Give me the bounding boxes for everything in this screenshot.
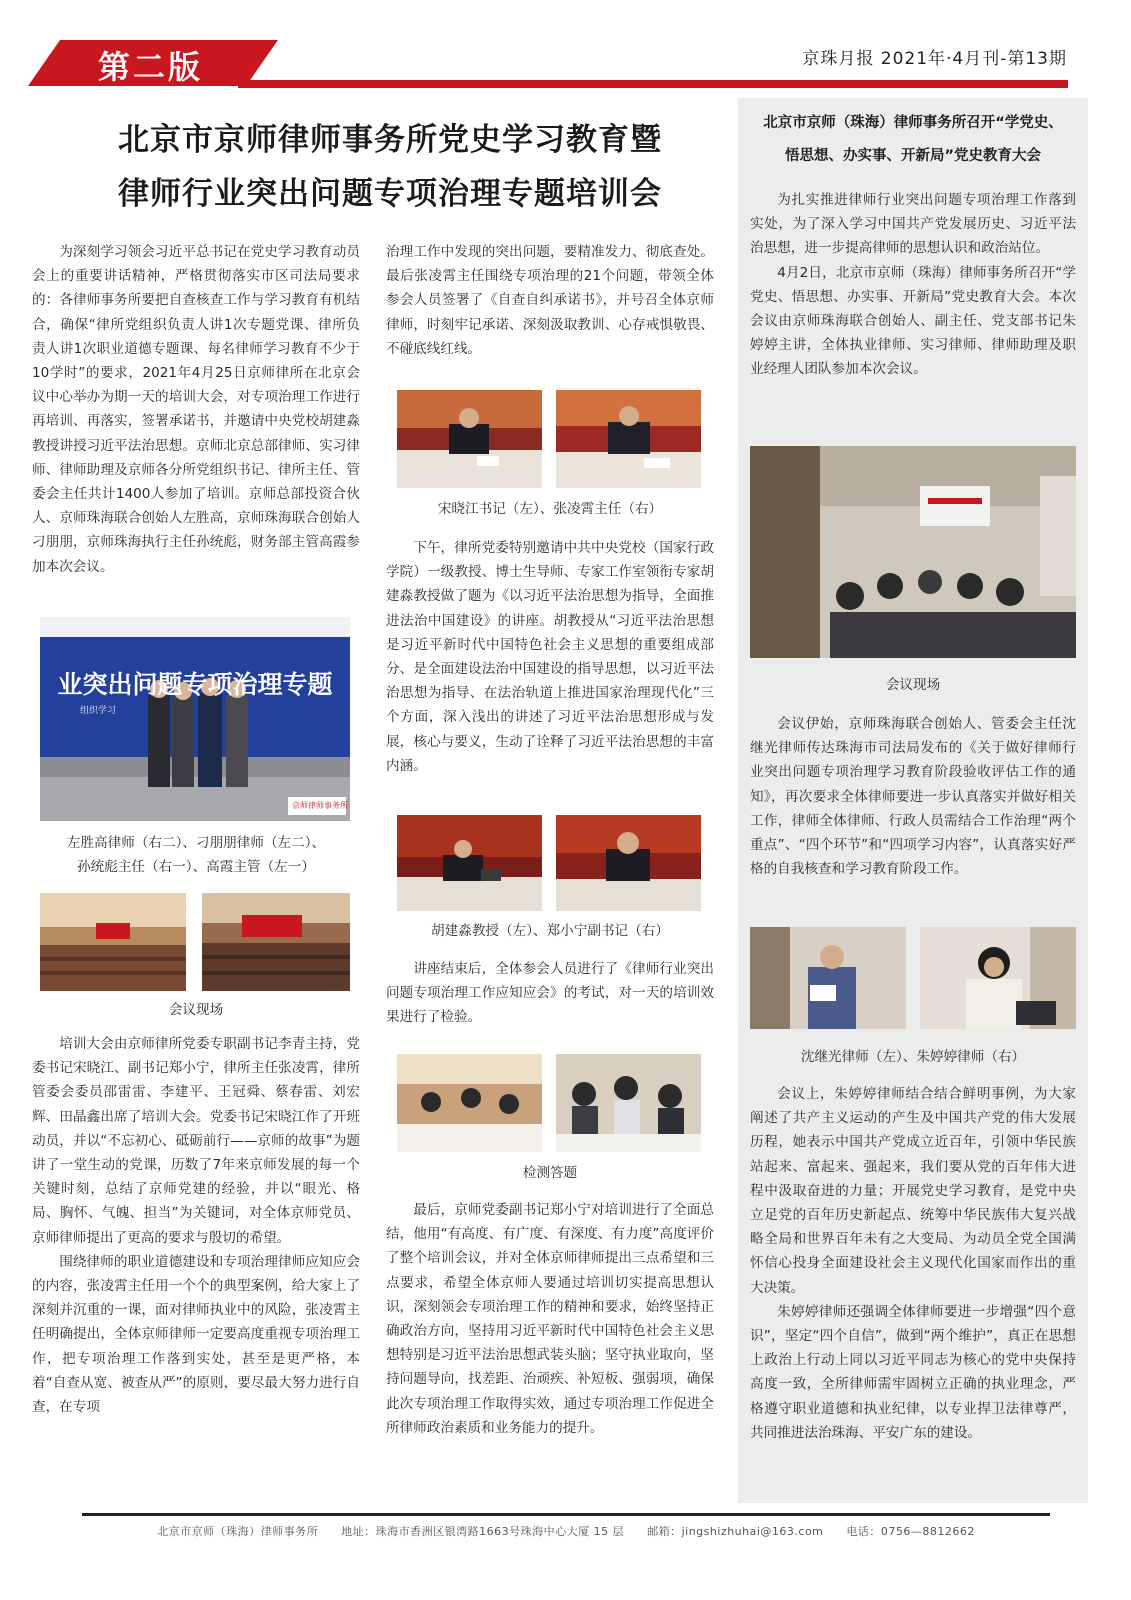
column-1-top bbox=[32, 240, 360, 579]
sidebar-text-middle bbox=[750, 712, 1076, 881]
article-paragraph: 培训大会由京师律所党委专职副书记李青主持，党委书记宋晓江、副书记郑小宁，律所主任张凌霄，律所管委会委员邵雷雷、李建平、王冠舜、蔡春雷、刘宏辉、田晶鑫出席了培训大会。党委书记宋晓江作了开班动员，并以“不忘初心、砥砺前行——京师的故事”为题讲了一堂生动的党课，历数了7年来京师发展的每一个关键时刻，总结了京师党建的经验，并以“眼光、格局、胸怀、气魄、担当”为关键词，对全体京师党员、京师律师提出了更高的要求与殷切的希望。 bbox=[32, 1036, 360, 1246]
photo-caption: 检测答题 bbox=[522, 1165, 578, 1181]
column-2-exam bbox=[386, 957, 714, 1030]
column-2-middle bbox=[386, 536, 714, 778]
header-rule bbox=[238, 80, 1068, 88]
photo-logo-text: 京师律师事务所 bbox=[292, 801, 348, 810]
speaker-photo-song bbox=[397, 390, 542, 488]
hall-photo-right bbox=[202, 893, 350, 991]
exam-photo-left bbox=[397, 1054, 542, 1152]
article-paragraph: 治理工作中发现的突出问题，要精准发力、彻底查处。最后张凌霄主任围绕专项治理的21个问题，带领全体参会人员签署了《自查自纠承诺书》，并号召全体京师律师，时刻牢记承诺、深刻汲取教训、心存戒惧敬畏、不碰底线红线。 bbox=[386, 244, 714, 357]
photo-caption: 左胜高律师（右二）、刁朋朋律师（左二）、 bbox=[66, 835, 326, 851]
sidebar-text-top bbox=[750, 188, 1076, 382]
article-paragraph: 为深刻学习领会习近平总书记在党史学习教育动员会上的重要讲话精神，严格贯彻落实市区司法局要求的：各律师事务所要把自查核查工作与学习教育有机结合，确保“律所党组织负责人讲1次专题党课、律所负责人讲1次职业道德专题课、每名律师学习教育不少于10学时”的要求，2021年4月25日京师律所在北京会议中心举办为期一天的培训大会，对专项治理工作进行再培训、再落实，签署承诺书，并邀请中央党校胡建淼教授讲授习近平法治思想。京师北京总部律师、实习律师、律师助理及京师各分所党组织书记、律所主任、管委会主任共计1400人参加了培训。京师总部投资合伙人、京师珠海联合创始人左胜高，京师珠海联合创始人刁朋朋，京师珠海执行主任孙统彪，财务部主管高霞参加本次会议。 bbox=[32, 244, 360, 575]
group-photo bbox=[40, 617, 350, 821]
sidebar-meeting-photo bbox=[750, 446, 1076, 658]
article-paragraph: 最后，京师党委副书记郑小宁对培训进行了全面总结，他用“有高度、有广度、有深度、有力度”高度评价了整个培训会议，并对全体京师律师提出三点希望和三点要求，希望全体京师人要通过培训切实提高思想认识，深刻领会专项治理工作的精神和要求，始终坚持正确政治方向，坚持用习近平新时代中国特色社会主义思想特别是习近平法治思想武装头脑；坚守执业取向，坚持问题导向，找差距、治顽疾、补短板、强弱项，确保此次专项治理工作取得实效，通过专项治理工作促进全所律师政治素质和业务能力的提升。 bbox=[386, 1202, 714, 1436]
photo-caption: 胡建淼教授（左）、郑小宁副书记（右） bbox=[431, 923, 669, 939]
sidebar-photo-shen bbox=[750, 927, 906, 1029]
article-paragraph: 讲座结束后，全体参会人员进行了《律师行业突出问题专项治理工作应知应会》的考试，对一天的培训效果进行了检验。 bbox=[386, 961, 714, 1026]
photo-banner-text: 业突出问题专项治理专题 bbox=[57, 670, 333, 699]
sidebar-title-line2: 悟思想、办实事、开新局”党史教育大会 bbox=[784, 148, 1042, 164]
photo-banner-subtext: 组织学习 bbox=[80, 706, 117, 716]
speaker-photo-zheng bbox=[556, 815, 701, 911]
sidebar-paragraph: 朱婷婷律师还强调全体律师要进一步增强“四个意识”，坚定“四个自信”，做到“两个维护”，真正在思想上政治上行动上同以习近平同志为核心的党中央保持高度一致，全所律师需牢固树立正确的执业理念，严格遵守职业道德和执业纪律，以专业捍卫法律尊严，共同推进法治珠海、平安广东的建设。 bbox=[750, 1303, 1076, 1441]
sidebar-caption: 会议现场 bbox=[885, 677, 941, 693]
sidebar-paragraph: 会议上，朱婷婷律师结合结合鲜明事例，为大家阐述了共产主义运动的产生及中国共产党的伟大发展历程，她表示中国共产党成立近百年，引领中华民族站起来、富起来、强起来，我们要从党的百年伟大进程中汲取奋进的力量；开展党史学习教育，是党中央立足党的百年历史新起点、统筹中华民族伟大复兴战略全局和世界百年未有之大变局、为动员全党全国满怀信心投身全面建设社会主义现代化国家而作出的重大决策。 bbox=[750, 1086, 1076, 1296]
sidebar-paragraph: 为扎实推进律师行业突出问题专项治理工作落到实处，为了深入学习中国共产党发展历史、习近平法治思想，进一步提高律师的思想认识和政治站位。 bbox=[750, 192, 1076, 257]
speaker-photo-zhang bbox=[556, 390, 701, 488]
column-2-bottom bbox=[386, 1198, 714, 1440]
exam-photo-right bbox=[556, 1054, 701, 1152]
footer-contact: 北京市京师（珠海）律师事务所 地址：珠海市香洲区银湾路1663号珠海中心大厦 15 层 邮箱：jingshizhuhai@163.com 电话：0756—8812662 bbox=[157, 1525, 975, 1538]
column-2-top bbox=[386, 240, 714, 361]
article-title-line1: 北京市京师律师事务所党史学习教育暨 bbox=[118, 122, 662, 158]
hall-photo-left bbox=[40, 893, 186, 991]
sidebar-title-line1: 北京市京师（珠海）律师事务所召开“学党史、 bbox=[763, 115, 1063, 131]
photo-caption: 宋晓江书记（左）、张凌霄主任（右） bbox=[437, 501, 663, 517]
column-1-bottom bbox=[32, 1032, 360, 1419]
footer-rule bbox=[82, 1513, 1050, 1516]
article-title-line2: 律师行业突出问题专项治理专题培训会 bbox=[118, 176, 662, 212]
sidebar-photo-zhu bbox=[920, 927, 1076, 1029]
article-paragraph: 下午，律所党委特别邀请中共中央党校（国家行政学院）一级教授、博士生导师、专家工作室领衔专家胡建淼教授做了题为《以习近平法治思想为指导，全面推进法治中国建设》的讲座。胡教授从“习近平法治思想是习近平新时代中国特色社会主义思想的重要组成部分、是全面建设法治中国建设的指导思想，以习近平法治思想为指导、在法治轨道上推进国家治理现代化”三个方面，深入浅出的讲述了习近平法治思想形成与发展，核心与要义，生动了诠释了习近平法治思想的丰富内涵。 bbox=[386, 540, 714, 774]
sidebar-paragraph: 4月2日，北京市京师（珠海）律师事务所召开“学党史、悟思想、办实事、开新局”党史教育大会。本次会议由京师珠海联合创始人、副主任、党支部书记朱婷婷主讲，全体执业律师、实习律师、律师助理及职业经理人团队参加本次会议。 bbox=[750, 264, 1076, 378]
issue-info: 京珠月报 2021年·4月刊-第13期 bbox=[802, 49, 1067, 69]
speaker-photo-hu bbox=[397, 815, 542, 911]
sidebar-text-bottom bbox=[750, 1082, 1076, 1445]
photo-caption: 会议现场 bbox=[168, 1002, 224, 1018]
sidebar-paragraph: 会议伊始，京师珠海联合创始人、管委会主任沈继光律师传达珠海市司法局发布的《关于做好律师行业突出问题专项治理学习教育阶段验收评估工作的通知》，再次要求全体律师要进一步认真落实并做好相关工作，律师全体律师、行政人员需结合工作治理“两个重点”、“四个环节”和“四项学习内容”，认真落实好严格的自我核查和学习教育阶段工作。 bbox=[750, 716, 1076, 878]
sidebar-caption: 沈继光律师（左）、朱婷婷律师（右） bbox=[800, 1049, 1026, 1065]
section-label: 第二版 bbox=[98, 48, 204, 86]
article-paragraph: 围绕律师的职业道德建设和专项治理律师应知应会的内容，张凌霄主任用一个个的典型案例，给大家上了深刻并沉重的一课，面对律师执业中的风险，张凌霄主任明确提出，全体京师律师一定要高度重视专项治理工作，把专项治理工作落到实处，甚至是更严格，本着“自查从宽、被查从严”的原则，要尽最大努力进行自查，在专项 bbox=[32, 1253, 360, 1416]
photo-caption: 孙统彪主任（右一）、高霞主管（左一） bbox=[77, 859, 315, 875]
